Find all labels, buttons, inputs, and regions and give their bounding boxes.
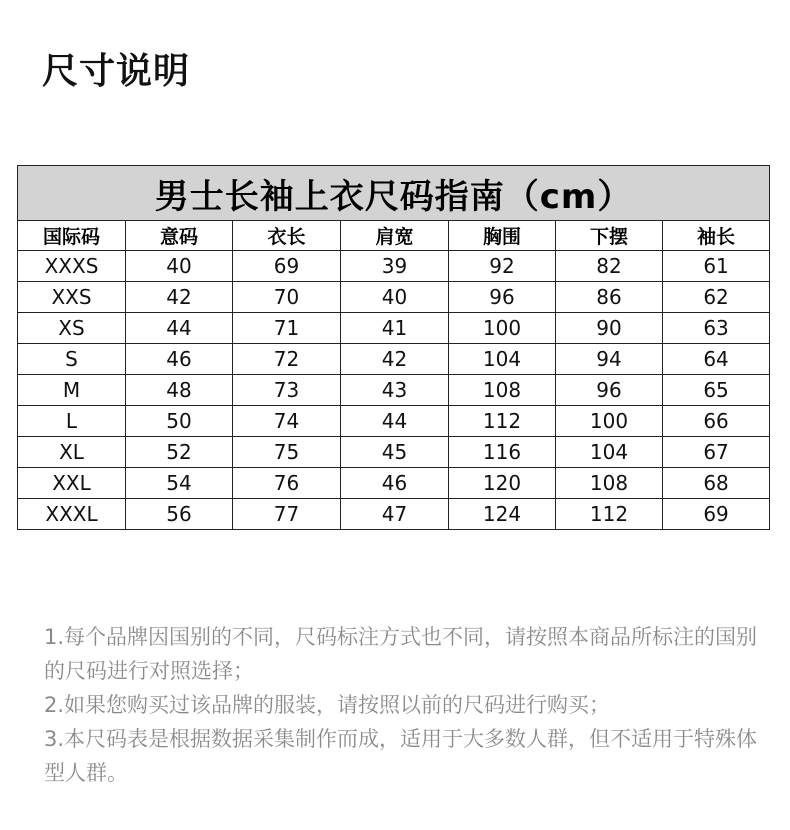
- cell-hem: 112: [556, 499, 663, 530]
- cell-it-size: 42: [126, 282, 233, 313]
- cell-shoulder: 41: [341, 313, 449, 344]
- header-shoulder: 肩宽: [341, 221, 449, 251]
- cell-chest: 116: [449, 437, 556, 468]
- table-header-row: [18, 221, 770, 251]
- note-1: 1.每个品牌因国别的不同，尺码标注方式也不同，请按照本商品所标注的国别的尺码进行对照选择；: [44, 625, 758, 683]
- cell-it-size: 48: [126, 375, 233, 406]
- cell-length: 73: [233, 375, 341, 406]
- cell-it-size: 56: [126, 499, 233, 530]
- cell-sleeve: 65: [663, 375, 770, 406]
- cell-shoulder: 47: [341, 499, 449, 530]
- cell-length: 69: [233, 251, 341, 282]
- cell-length: 71: [233, 313, 341, 344]
- cell-hem: 82: [556, 251, 663, 282]
- cell-chest: 120: [449, 468, 556, 499]
- cell-length: 77: [233, 499, 341, 530]
- cell-sleeve: 67: [663, 437, 770, 468]
- cell-intl-size: XXS: [18, 282, 126, 313]
- cell-intl-size: XXXL: [18, 499, 126, 530]
- cell-sleeve: 61: [663, 251, 770, 282]
- size-notes: [44, 620, 764, 790]
- table-title: 男士长袖上衣尺码指南（cm）: [18, 166, 770, 221]
- cell-intl-size: XL: [18, 437, 126, 468]
- cell-intl-size: XXXS: [18, 251, 126, 282]
- header-intl-size: 国际码: [18, 221, 126, 251]
- cell-it-size: 44: [126, 313, 233, 344]
- header-it-size: 意码: [126, 221, 233, 251]
- note-3: 3.本尺码表是根据数据采集制作而成，适用于大多数人群，但不适用于特殊体型人群。: [44, 727, 758, 785]
- table-row: [18, 282, 770, 313]
- cell-chest: 92: [449, 251, 556, 282]
- table-row: [18, 406, 770, 437]
- cell-sleeve: 62: [663, 282, 770, 313]
- table-banner-row: [18, 166, 770, 221]
- cell-chest: 100: [449, 313, 556, 344]
- cell-sleeve: 66: [663, 406, 770, 437]
- cell-intl-size: L: [18, 406, 126, 437]
- cell-hem: 94: [556, 344, 663, 375]
- cell-it-size: 40: [126, 251, 233, 282]
- cell-shoulder: 40: [341, 282, 449, 313]
- cell-intl-size: M: [18, 375, 126, 406]
- cell-hem: 96: [556, 375, 663, 406]
- cell-sleeve: 69: [663, 499, 770, 530]
- cell-it-size: 46: [126, 344, 233, 375]
- cell-hem: 108: [556, 468, 663, 499]
- cell-sleeve: 64: [663, 344, 770, 375]
- cell-length: 74: [233, 406, 341, 437]
- cell-chest: 112: [449, 406, 556, 437]
- size-chart-table: [17, 165, 770, 530]
- cell-length: 75: [233, 437, 341, 468]
- cell-intl-size: S: [18, 344, 126, 375]
- header-length: 衣长: [233, 221, 341, 251]
- note-2: 2.如果您购买过该品牌的服装，请按照以前的尺码进行购买；: [44, 693, 611, 717]
- cell-sleeve: 63: [663, 313, 770, 344]
- table-row: [18, 375, 770, 406]
- table-row: [18, 499, 770, 530]
- cell-chest: 104: [449, 344, 556, 375]
- cell-hem: 86: [556, 282, 663, 313]
- table-row: [18, 313, 770, 344]
- cell-intl-size: XXL: [18, 468, 126, 499]
- cell-hem: 90: [556, 313, 663, 344]
- table-row: [18, 437, 770, 468]
- cell-shoulder: 44: [341, 406, 449, 437]
- cell-hem: 104: [556, 437, 663, 468]
- cell-chest: 108: [449, 375, 556, 406]
- page-title: 尺寸说明: [42, 51, 191, 92]
- table-row: [18, 468, 770, 499]
- cell-chest: 124: [449, 499, 556, 530]
- cell-it-size: 52: [126, 437, 233, 468]
- cell-chest: 96: [449, 282, 556, 313]
- cell-it-size: 54: [126, 468, 233, 499]
- cell-shoulder: 42: [341, 344, 449, 375]
- cell-intl-size: XS: [18, 313, 126, 344]
- table-row: [18, 344, 770, 375]
- cell-shoulder: 45: [341, 437, 449, 468]
- cell-length: 70: [233, 282, 341, 313]
- header-sleeve: 袖长: [663, 221, 770, 251]
- cell-length: 76: [233, 468, 341, 499]
- cell-shoulder: 46: [341, 468, 449, 499]
- table-body: [18, 251, 770, 530]
- cell-shoulder: 43: [341, 375, 449, 406]
- header-hem: 下摆: [556, 221, 663, 251]
- cell-it-size: 50: [126, 406, 233, 437]
- cell-shoulder: 39: [341, 251, 449, 282]
- cell-length: 72: [233, 344, 341, 375]
- table-row: [18, 251, 770, 282]
- header-chest: 胸围: [449, 221, 556, 251]
- cell-hem: 100: [556, 406, 663, 437]
- cell-sleeve: 68: [663, 468, 770, 499]
